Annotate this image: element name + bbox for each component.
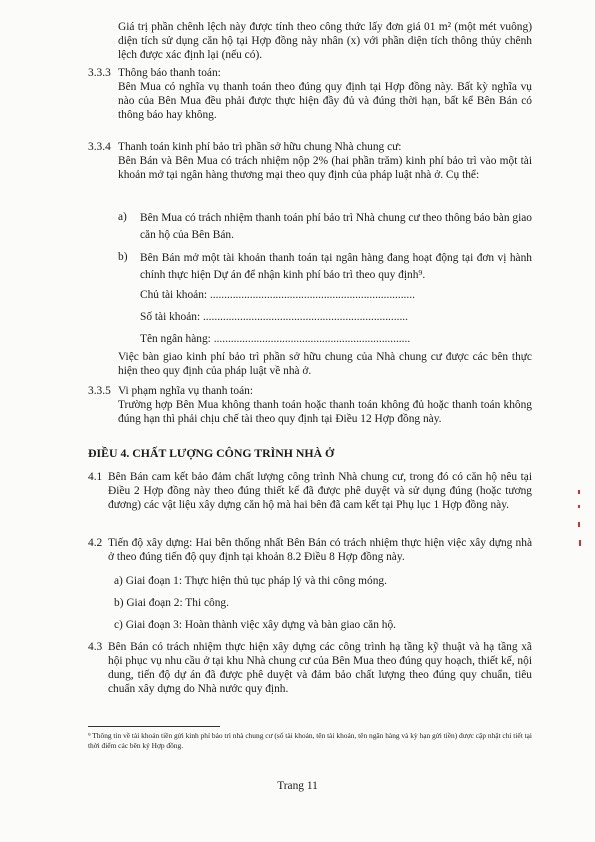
list-marker: b) (118, 251, 128, 263)
section-number: 3.3.5 (88, 385, 111, 397)
section-body: Bên Bán có trách nhiệm thực hiện xây dựng các công trình hạ tầng kỹ thuật và hạ tầng xã hội phục vụ nhu cầu ở tại khu Nhà chung cư của Bên Mua theo đúng quy hoạch, thiết kế, nội dung, tiến độ dự án đã được phê duyệt và đảm bảo chất lượng theo đúng quy chuẩn, tiêu chuẩn xây dựng do Nhà nước quy định. (108, 641, 532, 695)
section-title: Vi phạm nghĩa vụ thanh toán: (118, 385, 254, 397)
list-item: Bên Mua có trách nhiệm thanh toán phí bảo trì Nhà chung cư theo thông báo bàn giao căn hộ của Bên Bán. (140, 212, 532, 241)
section-body: Việc bàn giao kinh phí bảo trì phần sở hữu chung của Nhà chung cư được các bên thực hiện theo quy định của pháp luật về nhà ở. (118, 351, 532, 377)
footnote: ⁹ Thông tin về tài khoản tiền gửi kinh phí bảo trì nhà chung cư (số tài khoản, tên tài khoản, tên ngân hàng và kỳ hạn gửi tiền) được cập nhật chi tiết tại thời điểm các bên ký Hợp đồng. (88, 731, 532, 750)
list-item: Bên Bán mở một tài khoản thanh toán tại ngân hàng đang hoạt động tại đơn vị hành chính thực hiện Dự án để nhận kinh phí bảo trì theo quy định⁹. (140, 252, 532, 281)
article-heading: ĐIỀU 4. CHẤT LƯỢNG CÔNG TRÌNH NHÀ Ở (88, 446, 335, 460)
section-body: Bên Bán cam kết bảo đảm chất lượng công trình Nhà chung cư, trong đó có căn hộ nêu tại Điều 2 Hợp đồng này theo đúng thiết kế đã được phê duyệt và sử dụng đúng (hoặc tương đương) các vật liệu xây dựng căn hộ mà hai bên đã cam kết tại Phụ lục 1 Hợp đồng này. (108, 471, 532, 511)
account-number-field: Số tài khoản: ........................................................................ (140, 311, 408, 323)
section-number: 3.3.3 (88, 67, 111, 79)
section-number: 4.1 (88, 471, 103, 483)
footnote-divider (88, 726, 220, 727)
page-number: Trang 11 (277, 780, 318, 792)
list-item: c) Giai đoạn 3: Hoàn thành việc xây dựng và bàn giao căn hộ. (114, 619, 396, 631)
margin-mark (578, 522, 580, 527)
section-body: Bên Mua có nghĩa vụ thanh toán theo đúng quy định tại Hợp đồng này. Bất kỳ nghĩa vụ nào của Bên Mua đều phải được thực hiện đầy đủ và đúng thời hạn, bất kể Bên Bán có thông báo hay không. (118, 81, 532, 121)
margin-mark (578, 490, 580, 494)
section-body: Trường hợp Bên Mua không thanh toán hoặc thanh toán không đủ hoặc thanh toán không đúng hạn thì phải chịu chế tài theo quy định tại Điều 12 Hợp đồng này. (118, 399, 532, 425)
margin-mark (578, 505, 580, 508)
list-marker: a) (118, 211, 127, 223)
account-holder-field: Chủ tài khoản: ........................................................................ (140, 289, 415, 301)
section-title: Thanh toán kinh phí bảo trì phần sở hữu chung Nhà chung cư: (118, 141, 402, 153)
list-item: b) Giai đoạn 2: Thi công. (114, 597, 229, 609)
list-item: a) Giai đoạn 1: Thực hiện thủ tục pháp lý và thi công móng. (114, 575, 387, 587)
intro-paragraph: Giá trị phần chênh lệch này được tính theo công thức lấy đơn giá 01 m² (một mét vuông) diện tích sử dụng căn hộ tại Hợp đồng này nhân (x) với phần diện tích thông thủy chênh lệch được xác định lại (nếu có). (118, 21, 532, 61)
section-body: Tiến độ xây dựng: Hai bên thống nhất Bên Bán có trách nhiệm thực hiện việc xây dựng nhà ở theo đúng tiến độ quy định tại khoản 8.2 Điều 8 Hợp đồng này. (108, 537, 532, 563)
margin-mark (579, 540, 581, 546)
section-number: 4.3 (88, 641, 103, 653)
section-number: 4.2 (88, 537, 103, 549)
section-title: Thông báo thanh toán: (118, 67, 221, 79)
bank-name-field: Tên ngân hàng: ..................................................................... (140, 333, 411, 345)
section-number: 3.3.4 (88, 141, 111, 153)
section-body: Bên Bán và Bên Mua có trách nhiệm nộp 2% (hai phần trăm) kinh phí bảo trì vào một tài khoản mở tại ngân hàng thương mại theo quy định của pháp luật nhà ở. Cụ thể: (118, 155, 532, 181)
